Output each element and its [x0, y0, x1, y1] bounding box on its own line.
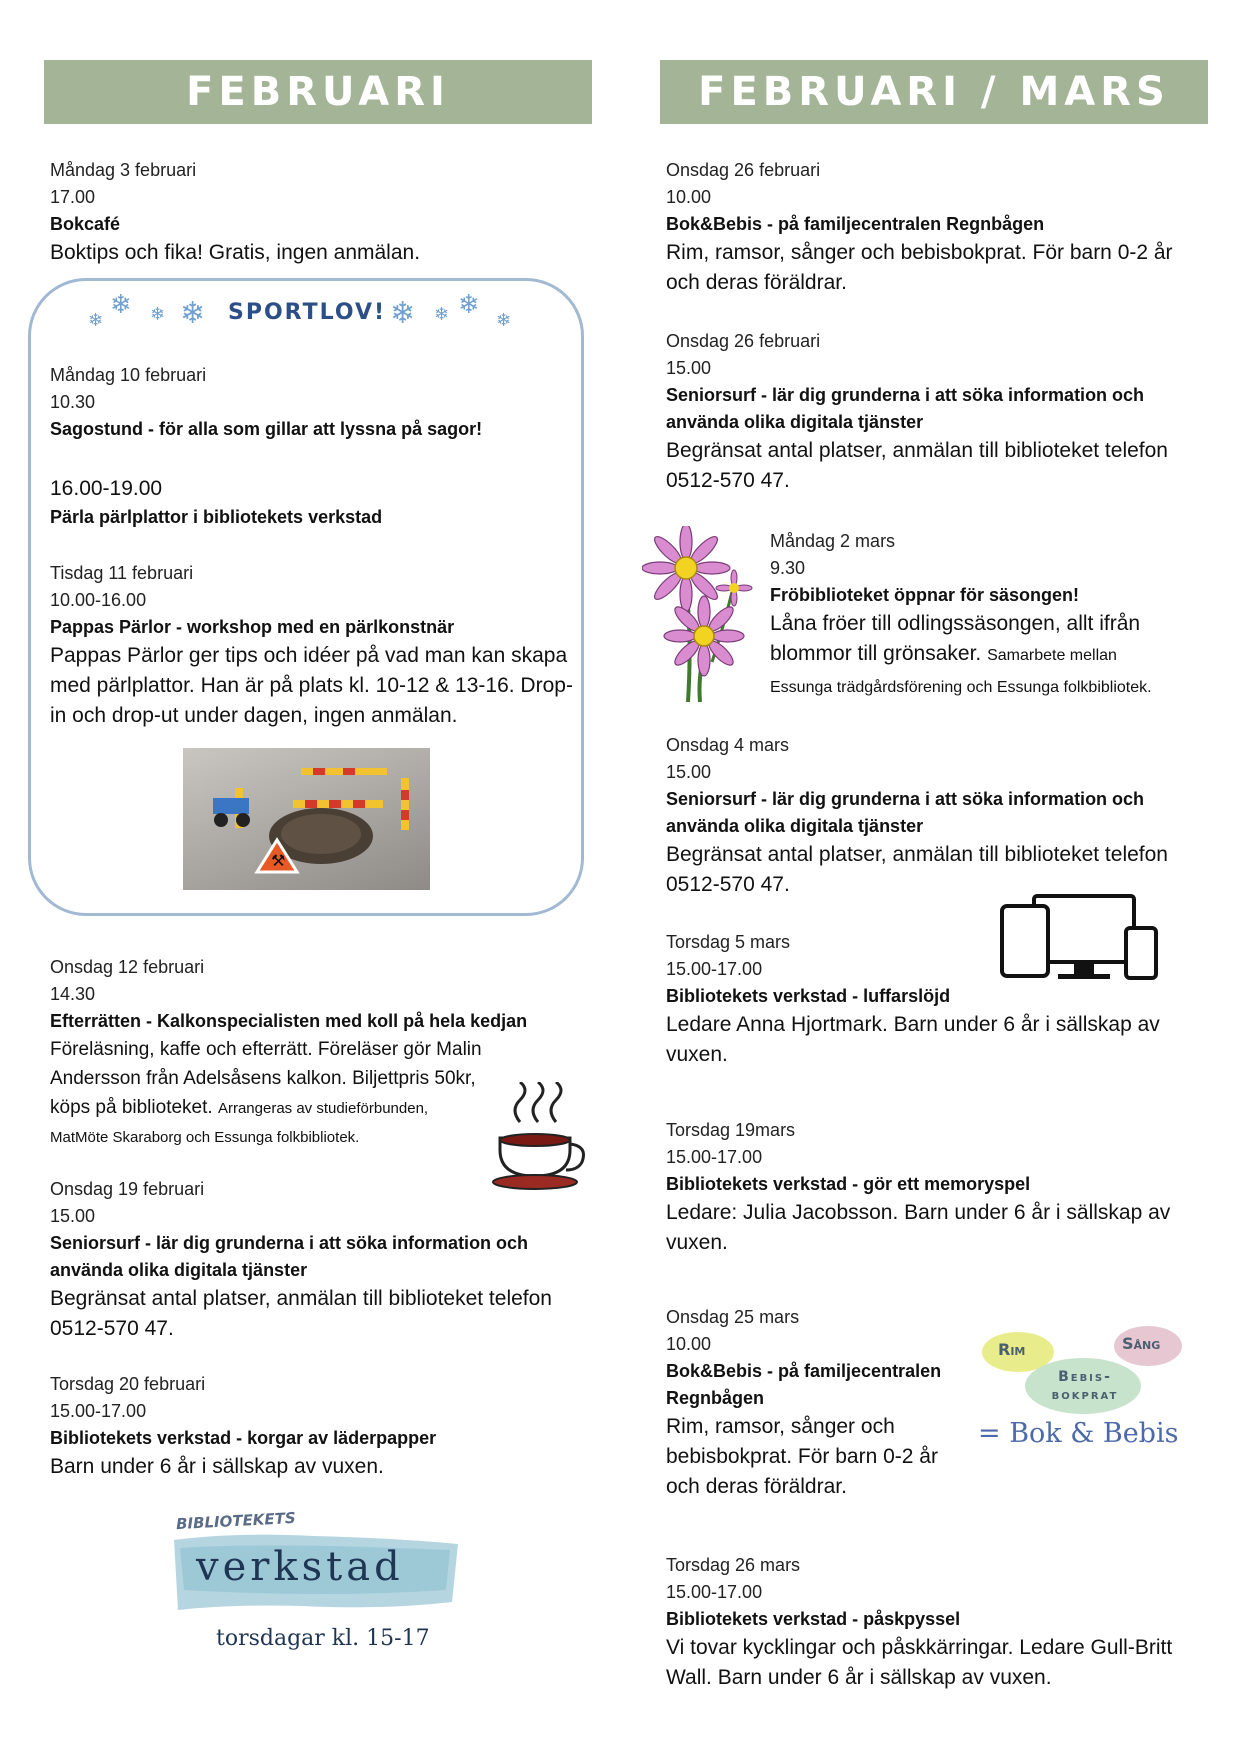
event-desc: Pappas Pärlor ger tips och idéer på vad man kan skapa med pärlplattor. Han är på plats kl. 10-12 & 13-16. Drop-in och drop-ut under dagen, ingen anmälan.: [50, 644, 573, 727]
event-time: 14.30: [50, 984, 96, 1004]
event-date: Onsdag 26 februari: [666, 160, 821, 180]
event-title: Pappas Pärlor - workshop med en pärlkonstnär: [50, 617, 455, 637]
event-parla: [50, 474, 570, 531]
event-time: 15.00-17.00: [50, 1401, 147, 1421]
event-date: Måndag 3 februari: [50, 160, 197, 180]
event-time: 15.00: [666, 358, 712, 378]
header-februari-mars: FEBRUARI / MARS: [660, 60, 1208, 124]
snowflake-icon: ❄: [150, 304, 166, 325]
event-date: Onsdag 4 mars: [666, 735, 790, 755]
event-date: Tisdag 11 februari: [50, 563, 194, 583]
event-title: Seniorsurf - lär dig grunderna i att söka information och använda olika digitala tjänster: [666, 385, 1145, 432]
event-title: Seniorsurf - lär dig grunderna i att söka information och använda olika digitala tjänster: [666, 789, 1145, 836]
logo-rim: Rim: [998, 1340, 1026, 1359]
event-desc: Begränsat antal platser, anmälan till biblioteket telefon 0512-570 47.: [666, 439, 1168, 492]
event-title: Fröbiblioteket öppnar för säsongen!: [770, 585, 1080, 605]
event-title: Bibliotekets verkstad - korgar av läderpapper: [50, 1428, 437, 1448]
event-date: Torsdag 5 mars: [666, 932, 791, 952]
event-desc: Begränsat antal platser, anmälan till biblioteket telefon 0512-570 47.: [50, 1287, 552, 1340]
snowflake-icon: ❄: [180, 296, 206, 331]
flowers-icon: [642, 526, 754, 704]
event-bokcafe: [50, 157, 590, 268]
event-date: Torsdag 19mars: [666, 1120, 796, 1140]
event-time: 15.00-17.00: [666, 1147, 763, 1167]
event-title: Bok&Bebis - på familjecentralen Regnbågen: [666, 214, 1045, 234]
event-title: Sagostund - för alla som gillar att lyssna på sagor!: [50, 419, 483, 439]
event-korgar: [50, 1371, 585, 1482]
right-column: [660, 60, 1208, 124]
event-date: Måndag 10 februari: [50, 365, 207, 385]
event-pappas-parlor: [50, 560, 575, 731]
event-desc: Föreläsning, kaffe och efterrätt. Föreläser gör Malin Andersson från Adelsåsens kalkon. Biljettpris 50kr, köps på biblioteket.: [50, 1039, 482, 1118]
event-desc: Barn under 6 år i sällskap av vuxen.: [50, 1455, 384, 1478]
snowflake-icon: ❄: [390, 296, 416, 331]
event-memoryspel: [666, 1117, 1186, 1258]
event-title: Pärla pärlplattor i bibliotekets verkstad: [50, 507, 383, 527]
event-date: Onsdag 25 mars: [666, 1307, 800, 1327]
event-time: 15.00: [666, 762, 712, 782]
event-date: Onsdag 26 februari: [666, 331, 821, 351]
verkstad-logo-bottom: torsdagar kl. 15-17: [216, 1626, 430, 1651]
logo-brand: = Bok & Bebis: [978, 1418, 1179, 1449]
event-time: 16.00-19.00: [50, 477, 163, 500]
event-time: 15.00: [50, 1206, 96, 1226]
event-desc: Vi tovar kycklingar och påskkärringar. Ledare Gull-Britt Wall. Barn under 6 år i sällskap av vuxen.: [666, 1636, 1173, 1689]
snowflake-icon: ❄: [88, 310, 104, 331]
event-desc: Låna fröer till odlingssäsongen, allt ifrån blommor till grönsaker.: [770, 612, 1141, 665]
event-date: Onsdag 19 februari: [50, 1179, 205, 1199]
logo-sang: Sång: [1122, 1334, 1161, 1353]
snowflake-icon: ❄: [496, 310, 512, 331]
event-date: Måndag 2 mars: [770, 531, 896, 551]
verkstad-logo-top: BIBLIOTEKETS: [175, 1508, 297, 1534]
event-time: 17.00: [50, 187, 96, 207]
event-title: Seniorsurf - lär dig grunderna i att söka information och använda olika digitala tjänster: [50, 1233, 529, 1280]
event-time: 9.30: [770, 558, 806, 578]
event-title: Bok&Bebis - på familjecentralen Regnbågen: [666, 1361, 942, 1408]
event-desc: Rim, ramsor, sånger och bebisbokprat. För barn 0-2 år och deras föräldrar.: [666, 241, 1173, 294]
event-date: Torsdag 26 mars: [666, 1555, 801, 1575]
event-date: Torsdag 20 februari: [50, 1374, 206, 1394]
event-time: 10.30: [50, 392, 96, 412]
event-luffarslojd: [666, 929, 1186, 1070]
bokbebis-logo: [978, 1324, 1188, 1454]
event-frobiblioteket: [770, 528, 1180, 703]
verkstad-logo-main: verkstad: [196, 1544, 404, 1590]
event-time: 10.00: [666, 187, 712, 207]
event-time: 15.00-17.00: [666, 959, 763, 979]
event-seniorsurf-4mars: [666, 732, 1208, 900]
logo-bokprat: Bebis-bokprat: [1051, 1369, 1119, 1403]
event-time: 10.00: [666, 1334, 712, 1354]
event-bokbebis-26feb: [666, 157, 1206, 298]
event-seniorsurf-26feb: [666, 328, 1208, 496]
event-bokbebis-25mars: [666, 1304, 974, 1502]
event-desc: Ledare: Julia Jacobsson. Barn under 6 år i sällskap av vuxen.: [666, 1201, 1171, 1254]
verkstad-logo: [160, 1508, 470, 1668]
header-februari: FEBRUARI: [44, 60, 592, 124]
sportlov-title: SPORTLOV!: [228, 300, 387, 325]
svg-text:⚒: ⚒: [271, 851, 286, 870]
event-seniorsurf-19feb: [50, 1176, 585, 1344]
event-title: Bibliotekets verkstad - luffarslöjd: [666, 986, 951, 1006]
event-date: Onsdag 12 februari: [50, 957, 205, 977]
event-desc: Begränsat antal platser, anmälan till biblioteket telefon 0512-570 47.: [666, 843, 1168, 896]
roadwork-photo: [183, 748, 430, 890]
snowflake-icon: ❄: [434, 304, 450, 325]
snowflake-icon: ❄: [110, 290, 132, 320]
event-desc: Rim, ramsor, sånger och bebisbokprat. För barn 0-2 år och deras föräldrar.: [666, 1415, 938, 1498]
event-time: 15.00-17.00: [666, 1582, 763, 1602]
event-time: 10.00-16.00: [50, 590, 147, 610]
event-sagostund: [50, 362, 570, 443]
event-title: Efterrätten - Kalkonspecialisten med koll på hela kedjan: [50, 1011, 528, 1031]
event-title: Bibliotekets verkstad - gör ett memoryspel: [666, 1174, 1031, 1194]
event-title: Bibliotekets verkstad - påskpyssel: [666, 1609, 961, 1629]
event-title: Bokcafé: [50, 214, 121, 234]
event-desc: Ledare Anna Hjortmark. Barn under 6 år i sällskap av vuxen.: [666, 1013, 1160, 1066]
event-note: Arrangeras av studieförbunden, MatMöte Skaraborg och Essunga folkbibliotek.: [50, 1100, 429, 1146]
event-paskpyssel: [666, 1552, 1208, 1693]
left-column: [44, 60, 592, 124]
snowflake-icon: ❄: [458, 290, 480, 320]
event-desc: Boktips och fika! Gratis, ingen anmälan.: [50, 241, 421, 264]
event-note: Samarbete mellan Essunga trädgårdsförening och Essunga folkbibliotek.: [770, 647, 1152, 696]
